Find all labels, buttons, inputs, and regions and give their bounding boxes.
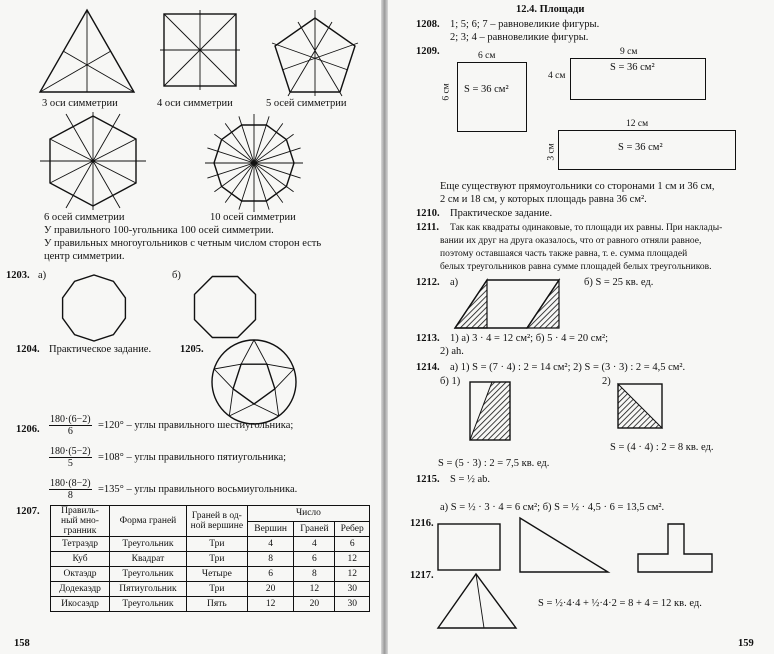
problem-1203-b: б) bbox=[172, 270, 181, 281]
fraction-1-den: 6 bbox=[67, 426, 73, 437]
problem-1208-number: 1208. bbox=[416, 19, 440, 30]
fraction-2 bbox=[49, 446, 92, 469]
problem-1214-number: 1214. bbox=[416, 362, 440, 373]
cell-v: 12 bbox=[247, 597, 294, 612]
cell-name: Куб bbox=[51, 552, 110, 567]
square-symmetry-figure bbox=[160, 10, 238, 90]
pentagon-symmetry-figure bbox=[270, 10, 360, 96]
cell-name: Додекаэдр bbox=[51, 582, 110, 597]
problem-1217-formula: S = ½·4·4 + ½·4·2 = 8 + 4 = 12 кв. ед. bbox=[538, 598, 702, 609]
problem-1208-line2: 2; 3; 4 – равновеликие фигуры. bbox=[450, 32, 589, 43]
problem-1214-s1: S = (5 · 3) : 2 = 7,5 кв. ед. bbox=[438, 458, 550, 469]
cell-faces: Треугольник bbox=[110, 567, 187, 582]
caption-6-axes: 6 осей симметрии bbox=[44, 212, 125, 223]
cell-e: 12 bbox=[335, 567, 370, 582]
table-row bbox=[51, 582, 370, 597]
cell-vertex: Три bbox=[186, 552, 247, 567]
book-spine bbox=[381, 0, 388, 654]
th-name: Правиль-ный мно-гранник bbox=[51, 506, 110, 537]
fraction-2-num: 180·(5−2) bbox=[50, 446, 91, 457]
problem-1212-b: б) S = 25 кв. ед. bbox=[584, 277, 654, 288]
problem-1204-number: 1204. bbox=[16, 344, 40, 355]
polyhedra-table bbox=[50, 505, 370, 612]
decagon-symmetry-figure bbox=[204, 114, 304, 212]
problem-1204-text: Практическое задание. bbox=[49, 344, 152, 355]
cell-e: 6 bbox=[335, 537, 370, 552]
square-1214-b2 bbox=[616, 382, 664, 430]
problem-1215-number: 1215. bbox=[416, 474, 440, 485]
cell-f: 20 bbox=[294, 597, 335, 612]
rect2-width: 9 см bbox=[620, 47, 638, 57]
square-1214-b1 bbox=[468, 380, 512, 442]
table-row bbox=[51, 537, 370, 552]
cell-vertex: Три bbox=[186, 537, 247, 552]
note-100-gon: У правильного 100-угольника 100 осей симметрии. bbox=[44, 225, 274, 236]
caption-4-axes: 4 оси симметрии bbox=[157, 98, 233, 109]
page-number-right: 159 bbox=[738, 638, 754, 649]
th-faces: Форма граней bbox=[110, 506, 187, 537]
cell-f: 6 bbox=[294, 552, 335, 567]
problem-1215-formula: S = ½ ab. bbox=[450, 474, 491, 485]
problem-1207-number: 1207. bbox=[16, 506, 40, 517]
rect3-width: 12 см bbox=[626, 119, 649, 129]
rect3-area: S = 36 см² bbox=[618, 142, 663, 153]
problem-1214-line1: а) 1) S = (7 · 4) : 2 = 14 см²; 2) S = (3 · 3) : 2 = 4,5 см². bbox=[450, 362, 686, 373]
rect3-height: 3 см bbox=[546, 143, 557, 161]
cell-vertex: Пять bbox=[186, 597, 247, 612]
problem-1210-text: Практическое задание. bbox=[450, 208, 553, 219]
section-header: 12.4. Площади bbox=[516, 4, 585, 15]
problem-1212-number: 1212. bbox=[416, 277, 440, 288]
fraction-1 bbox=[49, 414, 92, 437]
decagon-1203 bbox=[58, 272, 130, 344]
cell-v: 6 bbox=[247, 567, 294, 582]
cell-e: 30 bbox=[335, 582, 370, 597]
problem-1209-text1: Еще существуют прямоугольники со сторонами 1 см и 36 см, bbox=[440, 181, 715, 192]
problem-1211-line3: поэтому оставшаяся часть также равна, т. е. сумма площадей bbox=[440, 249, 688, 259]
problem-1212-a: а) bbox=[450, 277, 459, 288]
cell-e: 30 bbox=[335, 597, 370, 612]
rect2-area: S = 36 см² bbox=[610, 62, 655, 73]
problem-1211-line4: белых треугольников равна сумме площадей белых треугольников. bbox=[440, 262, 712, 272]
problem-1213-line1: 1) а) 3 · 4 = 12 см²; б) 5 · 4 = 20 см²; bbox=[450, 333, 609, 344]
figures-1216 bbox=[436, 516, 726, 576]
cell-name: Октаэдр bbox=[51, 567, 110, 582]
cell-f: 4 bbox=[294, 537, 335, 552]
problem-1213-number: 1213. bbox=[416, 333, 440, 344]
problem-1215-line: а) S = ½ · 3 · 4 = 6 см²; б) S = ½ · 4,5 · 6 = 13,5 см². bbox=[440, 502, 665, 513]
problem-1205-number: 1205. bbox=[180, 344, 204, 355]
cell-vertex: Три bbox=[186, 582, 247, 597]
octagon-1203 bbox=[190, 272, 260, 342]
problem-1211-line1: Так как квадраты одинаковые, то площади их равны. При наклады- bbox=[450, 223, 723, 233]
pentagon-in-circle bbox=[210, 338, 298, 426]
cell-name: Тетраэдр bbox=[51, 537, 110, 552]
cell-v: 8 bbox=[247, 552, 294, 567]
parallelogram-1212 bbox=[453, 278, 563, 330]
rect1 bbox=[457, 62, 527, 132]
cell-f: 8 bbox=[294, 567, 335, 582]
left-page bbox=[0, 0, 381, 654]
note-even-sides: У правильных многоугольников с четным числом сторон есть bbox=[44, 238, 322, 249]
th-e: Ребер bbox=[335, 521, 370, 537]
problem-1206-number: 1206. bbox=[16, 424, 40, 435]
cell-faces: Треугольник bbox=[110, 537, 187, 552]
caption-3-axes: 3 оси симметрии bbox=[42, 98, 118, 109]
problem-1211-number: 1211. bbox=[416, 222, 440, 233]
problem-1211-line2: вании их друг на друга оказалось, что от равного отняли равное, bbox=[440, 236, 702, 246]
table-row bbox=[51, 552, 370, 567]
fraction-1-num: 180·(6−2) bbox=[50, 414, 91, 425]
fraction-1-result: =120° – углы правильного шестиугольника; bbox=[98, 420, 294, 431]
problem-1209-text2: 2 см и 18 см, у которых площадь равна 36 см². bbox=[440, 194, 647, 205]
cell-faces: Пятиугольник bbox=[110, 582, 187, 597]
rect2-height: 4 см bbox=[548, 71, 566, 81]
rect1-area: S = 36 см² bbox=[464, 84, 509, 95]
problem-1214-b2: 2) bbox=[602, 376, 611, 387]
th-f: Граней bbox=[294, 521, 335, 537]
th-vertex: Граней в од-ной вершине bbox=[186, 506, 247, 537]
table-row bbox=[51, 597, 370, 612]
cell-name: Икосаэдр bbox=[51, 597, 110, 612]
problem-1213-line2: 2) ah. bbox=[440, 346, 464, 357]
page-number-left: 158 bbox=[14, 638, 30, 649]
cell-v: 20 bbox=[247, 582, 294, 597]
hexagon-symmetry-figure bbox=[40, 112, 146, 210]
table-row bbox=[51, 567, 370, 582]
cell-faces: Треугольник bbox=[110, 597, 187, 612]
problem-1216-number: 1216. bbox=[410, 518, 434, 529]
problem-1203-a: а) bbox=[38, 270, 47, 281]
cell-e: 12 bbox=[335, 552, 370, 567]
problem-1217-number: 1217. bbox=[410, 570, 434, 581]
cell-f: 12 bbox=[294, 582, 335, 597]
triangle-1217 bbox=[436, 572, 518, 632]
th-v: Вершин bbox=[247, 521, 294, 537]
rect1-height: 6 см bbox=[441, 83, 452, 101]
triangle-symmetry-figure bbox=[38, 8, 136, 96]
fraction-3-den: 8 bbox=[67, 490, 73, 501]
fraction-3-num: 180·(8−2) bbox=[50, 478, 91, 489]
problem-1209-number: 1209. bbox=[416, 46, 440, 57]
problem-1210-number: 1210. bbox=[416, 208, 440, 219]
caption-5-axes: 5 осей симметрии bbox=[266, 98, 347, 109]
rect1-width: 6 см bbox=[478, 51, 496, 61]
right-page bbox=[388, 0, 774, 654]
caption-10-axes: 10 осей симметрии bbox=[210, 212, 296, 223]
fraction-3 bbox=[49, 478, 92, 501]
th-count: Число bbox=[247, 506, 369, 522]
problem-1214-b1: б) 1) bbox=[440, 376, 461, 387]
cell-vertex: Четыре bbox=[186, 567, 247, 582]
problem-1208-line1: 1; 5; 6; 7 – равновеликие фигуры. bbox=[450, 19, 600, 30]
cell-faces: Квадрат bbox=[110, 552, 187, 567]
problem-1203-number: 1203. bbox=[6, 270, 30, 281]
fraction-3-result: =135° – углы правильного восьмиугольника. bbox=[98, 484, 298, 495]
fraction-2-den: 5 bbox=[67, 458, 73, 469]
fraction-2-result: =108° – углы правильного пятиугольника; bbox=[98, 452, 287, 463]
note-center: центр симметрии. bbox=[44, 251, 125, 262]
cell-v: 4 bbox=[247, 537, 294, 552]
problem-1214-s2: S = (4 · 4) : 2 = 8 кв. ед. bbox=[610, 442, 714, 453]
